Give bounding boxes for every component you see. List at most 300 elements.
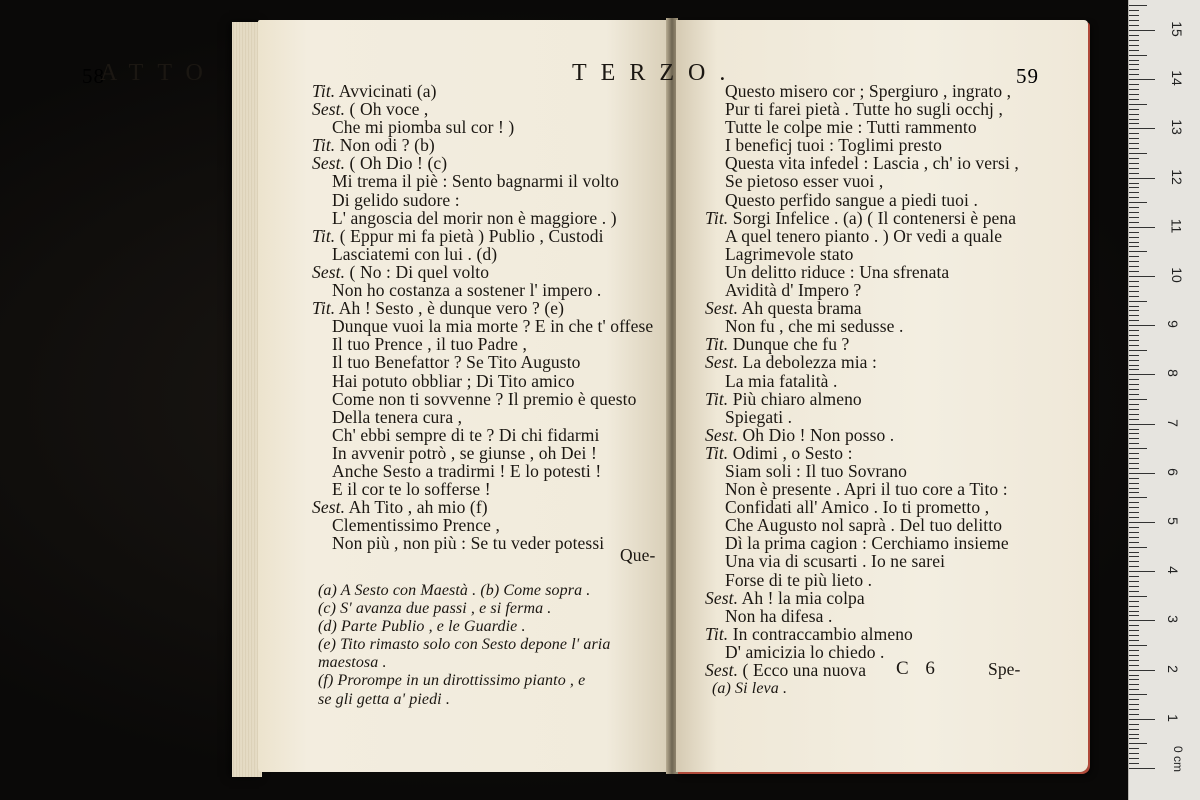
- text-line: [705, 136, 1019, 154]
- text-line: [312, 516, 653, 534]
- ruler-tick: [1129, 335, 1139, 336]
- ruler-tick: [1129, 675, 1139, 676]
- ruler-number: 5: [1164, 517, 1181, 525]
- line-text: Avvicinati (a): [335, 81, 437, 101]
- text-line: [705, 658, 1019, 680]
- ruler-tick: [1129, 183, 1139, 184]
- ruler-tick: [1129, 665, 1139, 666]
- text-line: [705, 245, 1019, 263]
- ruler-tick: [1129, 207, 1139, 208]
- ruler-tick: [1129, 763, 1139, 764]
- ruler-tick: [1129, 547, 1147, 548]
- text-line: [705, 589, 1019, 607]
- ruler-tick: [1129, 601, 1139, 602]
- ruler-tick: [1129, 256, 1139, 257]
- ruler-tick: [1129, 276, 1155, 277]
- ruler-unit-label: 0 cm: [1171, 745, 1186, 773]
- ruler-tick: [1129, 246, 1139, 247]
- text-line: [705, 607, 1019, 625]
- text-line: [312, 263, 653, 281]
- text-line: [312, 299, 653, 317]
- ruler-tick: [1129, 709, 1139, 710]
- speaker-label: Sest.: [312, 261, 346, 282]
- ruler-tick: [1129, 315, 1139, 316]
- line-text: La debolezza mia :: [738, 352, 877, 373]
- text-line: [705, 552, 1019, 570]
- ruler-tick: [1129, 350, 1147, 351]
- ruler-tick: [1129, 345, 1139, 346]
- text-line: [705, 372, 1019, 390]
- ruler-tick: [1129, 261, 1139, 262]
- ruler-tick: [1129, 212, 1139, 213]
- ruler-tick: [1129, 699, 1139, 700]
- text-line: [705, 209, 1019, 227]
- ruler-tick: [1129, 438, 1139, 439]
- left-catchword: Que-: [620, 545, 656, 565]
- text-line: [312, 209, 653, 227]
- text-line: [705, 353, 1019, 371]
- ruler-number: 4: [1164, 566, 1181, 575]
- line-text: Odimi , o Sesto :: [728, 442, 853, 463]
- line-text: ( Oh Dio ! (c): [345, 153, 448, 174]
- ruler-tick: [1129, 414, 1139, 415]
- speaker-label: Sest.: [705, 298, 739, 319]
- ruler-tick: [1129, 232, 1139, 233]
- ruler-tick: [1129, 168, 1139, 169]
- line-text: Ch' ebbi sempre di te ? Di chi fidarmi: [332, 424, 600, 445]
- right-page-text: [705, 82, 1019, 679]
- text-line: [705, 281, 1019, 299]
- footnote-line: (f) Prorompe in un dirottissimo pianto , e: [318, 672, 586, 690]
- ruler-tick: [1129, 433, 1139, 434]
- ruler-tick: [1129, 123, 1139, 124]
- speaker-label: Tit.: [705, 207, 729, 228]
- ruler-tick: [1129, 25, 1139, 26]
- ruler-tick: [1129, 266, 1139, 267]
- ruler-tick: [1129, 492, 1139, 493]
- text-line: [705, 426, 1019, 444]
- line-text: Più chiaro almeno: [728, 388, 862, 409]
- ruler-number: 6: [1164, 467, 1181, 476]
- ruler-tick: [1129, 768, 1155, 769]
- text-line: [312, 172, 653, 190]
- ruler-tick: [1129, 443, 1139, 444]
- ruler-tick: [1129, 453, 1139, 454]
- ruler-tick: [1129, 330, 1139, 331]
- line-text: Il tuo Benefattor ? Se Tito Augusto: [332, 352, 581, 373]
- ruler-tick: [1129, 542, 1139, 543]
- line-text: Pur ti farei pietà . Tutte ho sugli occhj ,: [725, 99, 1003, 120]
- text-line: [705, 444, 1019, 462]
- text-line: [312, 245, 653, 263]
- ruler-tick: [1129, 5, 1147, 6]
- line-text: Anche Sesto a tradirmi ! E lo potesti !: [332, 460, 602, 481]
- line-text: Dunque che fu ?: [728, 334, 850, 355]
- ruler-number: 11: [1168, 218, 1185, 234]
- speaker-label: Tit.: [312, 81, 336, 101]
- text-line: [705, 643, 1019, 661]
- ruler-tick: [1129, 748, 1139, 749]
- ruler-tick: [1129, 458, 1139, 459]
- ruler-tick: [1129, 281, 1139, 282]
- ruler-tick: [1129, 310, 1139, 311]
- ruler-tick: [1129, 340, 1139, 341]
- ruler-tick: [1129, 719, 1155, 720]
- text-line: [705, 263, 1019, 281]
- ruler-tick: [1129, 620, 1155, 621]
- ruler-tick: [1129, 561, 1139, 562]
- ruler-tick: [1129, 758, 1139, 759]
- left-page-number: 58: [82, 64, 105, 88]
- ruler-tick: [1129, 74, 1139, 75]
- ruler-tick: [1129, 488, 1139, 489]
- ruler-tick: [1129, 286, 1139, 287]
- speaker-label: Tit.: [312, 135, 336, 156]
- ruler-tick: [1129, 50, 1139, 51]
- ruler-tick: [1129, 478, 1139, 479]
- ruler-tick: [1129, 64, 1139, 65]
- ruler-tick: [1129, 192, 1139, 193]
- line-text: Non fu , che mi sedusse .: [725, 316, 904, 337]
- text-line: [312, 480, 653, 498]
- ruler-tick: [1129, 591, 1139, 592]
- ruler-tick: [1129, 532, 1139, 533]
- ruler-number: 10: [1168, 267, 1185, 283]
- ruler-tick: [1129, 237, 1139, 238]
- line-text: Una via di scusarti . Io ne sarei: [725, 551, 946, 572]
- text-line: [705, 571, 1019, 589]
- ruler-tick: [1129, 512, 1139, 513]
- line-text: ( Eppur mi fa pietà ) Publio , Custodi: [335, 225, 604, 246]
- ruler-tick: [1129, 187, 1139, 188]
- line-text: A quel tenero pianto . ) Or vedi a quale: [725, 225, 1003, 246]
- ruler-tick: [1129, 296, 1139, 297]
- text-line: [705, 118, 1019, 136]
- ruler-number: 1: [1164, 713, 1181, 722]
- ruler-tick: [1129, 611, 1139, 612]
- ruler-tick: [1129, 60, 1139, 61]
- line-text: Dì la prima cagion : Cerchiamo insieme: [725, 533, 1009, 554]
- text-line: [705, 408, 1019, 426]
- ruler-tick: [1129, 355, 1139, 356]
- ruler-tick: [1129, 89, 1139, 90]
- text-line: [705, 534, 1019, 552]
- ruler-tick: [1129, 473, 1155, 474]
- ruler-tick: [1129, 606, 1139, 607]
- ruler-tick: [1129, 689, 1139, 690]
- ruler-tick: [1129, 271, 1139, 272]
- text-line: [312, 426, 653, 444]
- speaker-label: Sest.: [705, 660, 739, 680]
- speaker-label: Tit.: [705, 388, 729, 409]
- ruler-tick: [1129, 670, 1155, 671]
- line-text: Dunque vuoi la mia morte ? E in che t' offese: [332, 316, 654, 337]
- ruler-tick: [1129, 645, 1147, 646]
- line-text: Il tuo Prence , il tuo Padre ,: [332, 334, 527, 355]
- line-text: Questa vita infedel : Lascia , ch' io versi ,: [725, 153, 1019, 174]
- ruler-tick: [1129, 242, 1139, 243]
- ruler-tick: [1129, 379, 1139, 380]
- line-text: Non ha difesa .: [725, 605, 833, 626]
- ruler-number: 14: [1168, 70, 1185, 86]
- text-line: [312, 317, 653, 335]
- line-text: L' angoscia del morir non è maggiore . ): [332, 207, 617, 228]
- ruler-number: 7: [1164, 418, 1181, 427]
- ruler-tick: [1129, 178, 1155, 179]
- line-text: Un delitto riduce : Una sfrenata: [725, 261, 950, 282]
- ruler-tick: [1129, 128, 1155, 129]
- ruler-tick: [1129, 84, 1139, 85]
- text-line: [705, 82, 1019, 100]
- ruler-tick: [1129, 694, 1147, 695]
- right-page-number: 59: [1016, 64, 1039, 88]
- line-text: ( No : Di quel volto: [345, 261, 490, 282]
- speaker-label: Sest.: [705, 352, 739, 373]
- line-text: Spiegati .: [725, 406, 793, 427]
- ruler-tick: [1129, 306, 1139, 307]
- line-text: Confidati all' Amico . Io ti prometto ,: [725, 497, 990, 518]
- line-text: Clementissimo Prence ,: [332, 515, 500, 536]
- line-text: ( Oh voce ,: [345, 99, 429, 120]
- ruler-tick: [1129, 374, 1155, 375]
- speaker-label: Sest.: [312, 497, 346, 518]
- ruler-tick: [1129, 217, 1139, 218]
- ruler-tick: [1129, 522, 1155, 523]
- line-text: Che Augusto nol saprà . Del tuo delitto: [725, 515, 1003, 536]
- line-text: Siam soli : Il tuo Sovrano: [725, 460, 907, 481]
- text-line: [312, 118, 653, 136]
- ruler-tick: [1129, 448, 1147, 449]
- ruler-tick: [1129, 173, 1139, 174]
- ruler-tick: [1129, 724, 1139, 725]
- text-line: [312, 281, 653, 299]
- text-line: [705, 625, 1019, 643]
- ruler-tick: [1129, 468, 1139, 469]
- ruler-tick: [1129, 404, 1139, 405]
- ruler-tick: [1129, 640, 1139, 641]
- ruler-tick: [1129, 114, 1139, 115]
- ruler-tick: [1129, 679, 1139, 680]
- ruler-tick: [1129, 20, 1139, 21]
- ruler-tick: [1129, 119, 1139, 120]
- text-line: [312, 154, 653, 172]
- ruler-tick: [1129, 517, 1139, 518]
- ruler-tick: [1129, 251, 1147, 252]
- ruler-tick: [1129, 104, 1147, 105]
- ruler-tick: [1129, 409, 1139, 410]
- ruler-tick: [1129, 552, 1139, 553]
- ruler-tick: [1129, 625, 1139, 626]
- text-line: [312, 444, 653, 462]
- ruler-tick: [1129, 734, 1139, 735]
- text-line: [312, 408, 653, 426]
- ruler-tick: [1129, 360, 1139, 361]
- text-line: [705, 154, 1019, 172]
- left-running-header: ATTO: [100, 60, 217, 86]
- line-text: Se pietoso esser vuoi ,: [725, 171, 884, 192]
- right-page-footnotes: [712, 680, 787, 698]
- text-line: [312, 462, 653, 480]
- ruler-tick: [1129, 704, 1139, 705]
- ruler-tick: [1129, 301, 1147, 302]
- speaker-label: Sest.: [312, 99, 346, 120]
- ruler-tick: [1129, 227, 1155, 228]
- text-line: [312, 100, 653, 118]
- right-running-header: TERZO.: [572, 60, 740, 86]
- ruler-tick: [1129, 10, 1139, 11]
- line-text: Questo perfido sangue a piedi tuoi .: [725, 189, 978, 210]
- line-text: Avidità d' Impero ?: [725, 280, 862, 301]
- ruler-tick: [1129, 429, 1139, 430]
- text-line: [705, 191, 1019, 209]
- ruler-tick: [1129, 753, 1139, 754]
- ruler-tick: [1129, 133, 1139, 134]
- ruler-number: 2: [1164, 664, 1181, 673]
- line-text: In contraccambio almeno: [728, 623, 913, 644]
- line-text: Hai potuto obbliar ; Di Tito amico: [332, 370, 575, 391]
- line-text: ( Ecco una nuova: [738, 660, 867, 680]
- line-text: In avvenir potrò , se giunse , oh Dei !: [332, 442, 597, 463]
- ruler-tick: [1129, 94, 1139, 95]
- text-line: [312, 390, 653, 408]
- footnote-line: (e) Tito rimasto solo con Sesto depone l' aria: [318, 636, 611, 654]
- ruler-tick: [1129, 507, 1139, 508]
- measurement-ruler: [1128, 0, 1200, 800]
- text-line: [312, 372, 653, 390]
- ruler-tick: [1129, 138, 1139, 139]
- ruler-tick: [1129, 55, 1147, 56]
- ruler-tick: [1129, 202, 1147, 203]
- line-text: Non odi ? (b): [335, 135, 435, 156]
- ruler-tick: [1129, 660, 1139, 661]
- speaker-label: Tit.: [705, 334, 729, 355]
- text-line: [705, 299, 1019, 317]
- ruler-tick: [1129, 222, 1139, 223]
- ruler-tick: [1129, 655, 1139, 656]
- ruler-tick: [1129, 99, 1139, 100]
- ruler-tick: [1129, 630, 1139, 631]
- left-page-text: [312, 82, 653, 552]
- line-text: Sorgi Infelice . (a) ( Il contenersi è pena: [728, 207, 1017, 228]
- ruler-tick: [1129, 30, 1155, 31]
- ruler-tick: [1129, 463, 1139, 464]
- ruler-tick: [1129, 502, 1139, 503]
- ruler-number: 3: [1164, 615, 1181, 624]
- footnote-line: (a) A Sesto con Maestà . (b) Come sopra .: [318, 582, 591, 599]
- ruler-tick: [1129, 384, 1139, 385]
- ruler-tick: [1129, 576, 1139, 577]
- line-text: Lasciatemi con lui . (d): [332, 243, 498, 264]
- text-line: [312, 498, 653, 516]
- ruler-tick: [1129, 650, 1139, 651]
- line-text: Che mi piomba sul cor ! ): [332, 117, 515, 138]
- ruler-tick: [1129, 369, 1139, 370]
- text-line: [705, 462, 1019, 480]
- line-text: Non più , non più : Se tu veder potessi: [332, 533, 605, 554]
- ruler-number: 9: [1164, 320, 1181, 329]
- ruler-tick: [1129, 571, 1155, 572]
- text-line: [312, 227, 653, 245]
- ruler-tick: [1129, 45, 1139, 46]
- ruler-tick: [1129, 399, 1147, 400]
- text-line: [705, 498, 1019, 516]
- ruler-tick: [1129, 153, 1147, 154]
- line-text: Oh Dio ! Non posso .: [738, 424, 895, 445]
- ruler-tick: [1129, 148, 1139, 149]
- ruler-tick: [1129, 69, 1139, 70]
- line-text: Mi trema il piè : Sento bagnarmi il volto: [332, 171, 619, 192]
- line-text: Tutte le colpe mie : Tutti rammento: [725, 117, 977, 138]
- line-text: Ah ! Sesto , è dunque vero ? (e): [335, 298, 565, 319]
- line-text: Ah Tito , ah mio (f): [345, 497, 488, 518]
- line-text: Di gelido sudore :: [332, 189, 460, 210]
- speaker-label: Sest.: [705, 424, 739, 445]
- speaker-label: Tit.: [312, 225, 336, 246]
- text-line: [312, 353, 653, 371]
- ruler-tick: [1129, 143, 1139, 144]
- ruler-tick: [1129, 40, 1139, 41]
- ruler-tick: [1129, 556, 1139, 557]
- line-text: Della tenera cura ,: [332, 406, 463, 427]
- ruler-tick: [1129, 527, 1139, 528]
- ruler-number: 12: [1168, 168, 1185, 185]
- ruler-tick: [1129, 537, 1139, 538]
- ruler-tick: [1129, 635, 1139, 636]
- right-catchword: Spe-: [988, 659, 1021, 679]
- footnote-line: se gli getta a' piedi .: [318, 690, 450, 708]
- ruler-tick: [1129, 566, 1139, 567]
- text-line: [705, 390, 1019, 408]
- speaker-label: Sest.: [312, 153, 346, 174]
- text-line: [705, 172, 1019, 190]
- text-line: [705, 317, 1019, 335]
- text-line: [312, 82, 653, 100]
- text-line: [312, 335, 653, 353]
- text-line: [312, 136, 653, 154]
- footnote-line: maestosa .: [318, 654, 387, 672]
- ruler-tick: [1129, 365, 1139, 366]
- text-line: [312, 191, 653, 209]
- ruler-tick: [1129, 320, 1139, 321]
- ruler-tick: [1129, 743, 1147, 744]
- footnote-line: (a) Si leva .: [712, 680, 788, 697]
- ruler-tick: [1129, 586, 1139, 587]
- ruler-tick: [1129, 684, 1139, 685]
- speaker-label: Tit.: [705, 623, 729, 644]
- text-line: [705, 516, 1019, 534]
- ruler-number: 15: [1168, 21, 1185, 37]
- line-text: Ah questa brama: [738, 298, 862, 319]
- ruler-tick: [1129, 389, 1139, 390]
- ruler-tick: [1129, 79, 1155, 80]
- ruler-tick: [1129, 394, 1139, 395]
- ruler-tick: [1129, 158, 1139, 159]
- line-text: Ah ! la mia colpa: [738, 587, 865, 608]
- ruler-tick: [1129, 615, 1139, 616]
- ruler-tick: [1129, 497, 1147, 498]
- signature-mark: C 6: [896, 658, 941, 679]
- line-text: D' amicizia lo chiedo .: [725, 641, 885, 662]
- footnote-line: (d) Parte Publio , e le Guardie .: [318, 618, 526, 636]
- speaker-label: Tit.: [705, 442, 729, 463]
- line-text: I beneficj tuoi : Toglimi presto: [725, 135, 942, 156]
- line-text: La mia fatalità .: [725, 370, 838, 391]
- line-text: E il cor te lo sofferse !: [332, 479, 491, 500]
- text-line: [705, 335, 1019, 353]
- text-line: [705, 100, 1019, 118]
- line-text: Come non ti sovvenne ? Il premio è questo: [332, 388, 637, 409]
- ruler-number: 8: [1164, 369, 1181, 378]
